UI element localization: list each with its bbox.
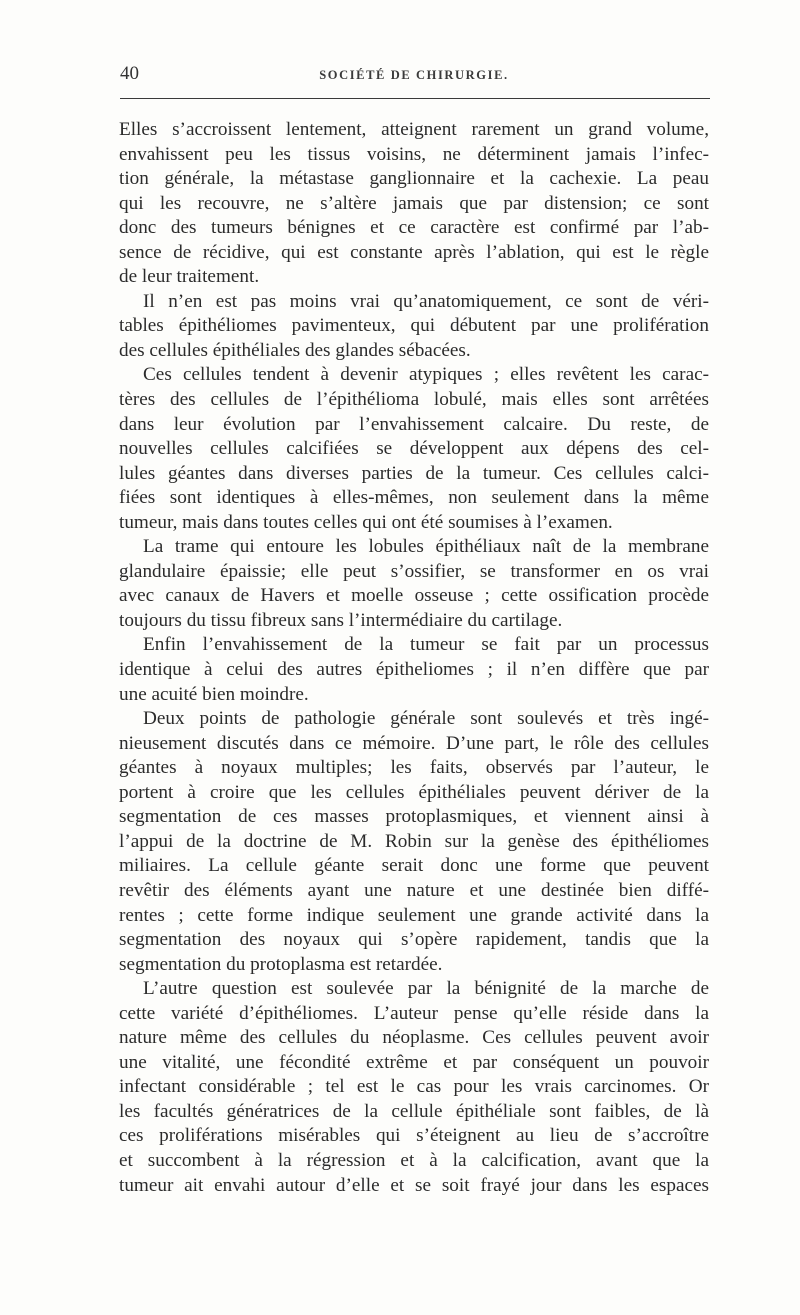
running-title: SOCIÉTÉ DE CHIRURGIE. <box>319 68 509 82</box>
text-line: miliaires. La cellule géante serait donc une forme que peuvent <box>119 855 709 877</box>
text-line: Ces cellules tendent à devenir atypiques ; elles revêtent les carac- <box>143 364 709 386</box>
text-line: revêtir des éléments ayant une nature et une destinée bien diffé- <box>119 879 709 901</box>
text-line: une acuité bien moindre. <box>119 683 309 705</box>
text-line: les facultés génératrices de la cellule épithéliale sont faibles, de là <box>119 1100 709 1122</box>
text-line: tables épithéliomes pavimenteux, qui débutent par une prolifération <box>119 315 709 337</box>
text-line: nouvelles cellules calcifiées se développent aux dépens des cel- <box>119 438 709 460</box>
text-line: nieusement discutés dans ce mémoire. D’une part, le rôle des cellules <box>119 732 709 754</box>
text-line: tumeur, mais dans toutes celles qui ont été soumises à l’examen. <box>119 511 613 533</box>
text-line: identique à celui des autres épitheliomes ; il n’en diffère que par <box>119 659 709 681</box>
text-line: l’appui de la doctrine de M. Robin sur la genèse des épithéliomes <box>119 830 709 852</box>
text-line: portent à croire que les cellules épithéliales peuvent dériver de la <box>119 781 709 803</box>
text-line: infectant considérable ; tel est le cas pour les vrais carcinomes. Or <box>119 1076 709 1098</box>
running-head <box>120 62 708 88</box>
text-line: segmentation du protoplasma est retardée. <box>119 953 443 975</box>
text-line: Deux points de pathologie générale sont soulevés et très ingé- <box>143 708 709 730</box>
text-line: Enfin l’envahissement de la tumeur se fait par un processus <box>143 634 709 656</box>
text-line: lules géantes dans diverses parties de la tumeur. Ces cellules calci- <box>119 462 709 484</box>
text-line: glandulaire épaissie; elle peut s’ossifier, se transformer en os vrai <box>119 560 709 582</box>
text-line: géantes à noyaux multiples; les faits, observés par l’auteur, le <box>119 757 709 779</box>
text-line: de leur traitement. <box>119 266 260 288</box>
text-line: une vitalité, une fécondité extrême et par conséquent un pouvoir <box>119 1051 709 1073</box>
text-line: nature même des cellules du néoplasme. Ces cellules peuvent avoir <box>119 1027 709 1049</box>
text-line: ces proliférations misérables qui s’éteignent au lieu de s’accroître <box>119 1125 709 1147</box>
text-line: des cellules épithéliales des glandes sébacées. <box>119 339 471 361</box>
text-line: rentes ; cette forme indique seulement une grande activité dans la <box>119 904 709 926</box>
text-line: toujours du tissu fibreux sans l’intermédiaire du cartilage. <box>119 609 563 631</box>
text-line: L’autre question est soulevée par la bénignité de la marche de <box>143 978 709 1000</box>
text-line: Elles s’accroissent lentement, atteignent rarement un grand volume, <box>119 119 709 140</box>
text-line: donc des tumeurs bénignes et ce caractère est confirmé par l’ab- <box>119 217 709 239</box>
text-line: et succombent à la régression et à la calcification, avant que la <box>119 1149 709 1171</box>
text-line: dans leur évolution par l’envahissement calcaire. Du reste, de <box>119 413 709 435</box>
text-line: tumeur ait envahi autour d’elle et se soit frayé jour dans les espaces <box>119 1174 709 1196</box>
text-line: La trame qui entoure les lobules épithéliaux naît de la membrane <box>143 536 709 558</box>
text-line: segmentation de ces masses protoplasmiques, et viennent ainsi à <box>119 806 709 828</box>
text-line: Il n’en est pas moins vrai qu’anatomiquement, ce sont de véri- <box>143 290 709 312</box>
text-line: tion générale, la métastase ganglionnaire et la cachexie. La peau <box>119 168 709 190</box>
text-line: tères des cellules de l’épithélioma lobulé, mais elles sont arrêtées <box>119 389 709 411</box>
text-line: envahissent peu les tissus voisins, ne déterminent jamais l’infec- <box>119 143 709 165</box>
text-line: sence de récidive, qui est constante après l’ablation, qui est le règle <box>119 241 709 263</box>
text-line: avec canaux de Havers et moelle osseuse ; cette ossification procède <box>119 585 709 607</box>
header-rule <box>120 98 710 99</box>
text-line: qui les recouvre, ne s’altère jamais que par distension; ce sont <box>119 192 709 214</box>
text-line: fiées sont identiques à elles-mêmes, non seulement dans la même <box>119 487 709 509</box>
text-line: segmentation des noyaux qui s’opère rapidement, tandis que la <box>119 929 709 951</box>
body-text <box>119 118 709 1198</box>
page-number: 40 <box>120 63 139 84</box>
text-line: cette variété d’épithéliomes. L’auteur pense qu’elle réside dans la <box>119 1002 709 1024</box>
